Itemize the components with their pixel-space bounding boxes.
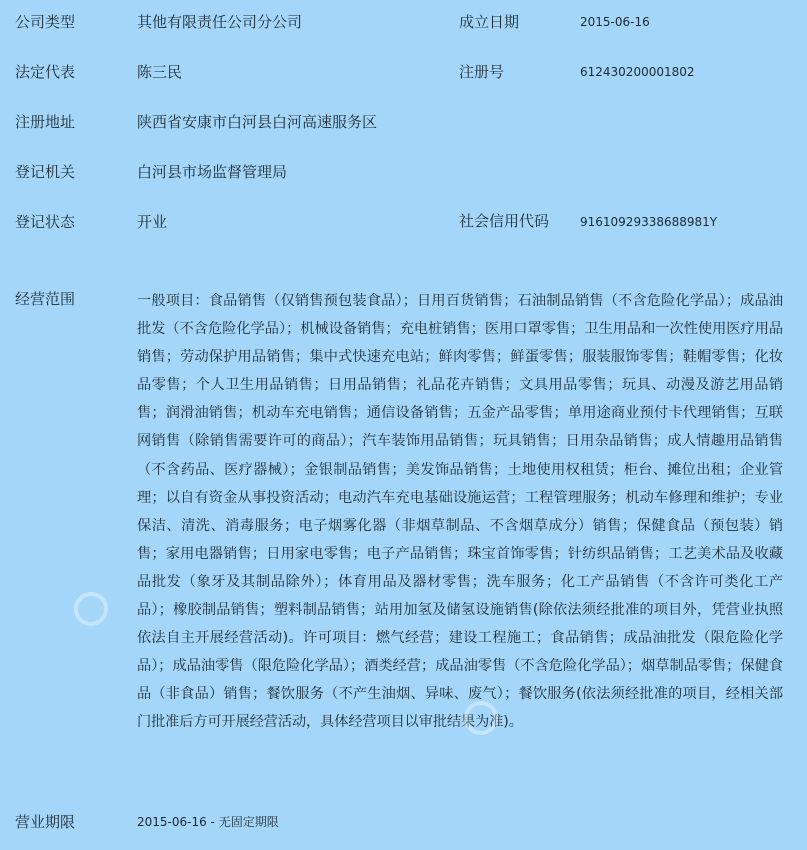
established-date-value: 2015-06-16	[580, 15, 650, 29]
legal-rep-value: 陈三民	[137, 63, 183, 81]
established-date-label: 成立日期	[459, 13, 520, 31]
watermark-logo-icon	[74, 592, 108, 626]
business-scope-text: 一般项目：食品销售（仅销售预包装食品）；日用百货销售；石油制品销售（不含危险化学品）；成品油批发（不含危险化学品）；机械设备销售；充电桩销售；医用口罩零售；卫生用品和一次性使用医疗用品销售；劳动保护用品销售；集中式快速充电站；鲜肉零售；鲜蛋零售；服装服饰零售；鞋帽零售；化妆品零售；个人卫生用品销售；日用品销售；礼品花卉销售；文具用品零售；玩具、动漫及游艺用品销售；润滑油销售；机动车充电销售；通信设备销售；五金产品零售；单用途商业预付卡代理销售；互联网销售（除销售需要许可的商品）；汽车装饰用品销售；玩具销售；日用杂品销售；成人情趣用品销售（不含药品、医疗器械）；金银制品销售；美发饰品销售；土地使用权租赁；柜台、摊位出租；企业管理；以自有资金从事投资活动；电动汽车充电基础设施运营；工程管理服务；机动车修理和维护；专业保洁、清洗、消毒服务；电子烟雾化器（非烟草制品、不含烟草成分）销售；保健食品（预包装）销售；家用电器销售；日用家电零售；电子产品销售；珠宝首饰零售；针纺织品销售；工艺美术品及收藏品批发（象牙及其制品除外）；体育用品及器材零售；洗车服务；化工产品销售（不含许可类化工产品）；橡胶制品销售；塑料制品销售；站用加氢及储氢设施销售(除依法须经批准的项目外，凭营业执照依法自主开展经营活动)。许可项目：燃气经营；建设工程施工；食品销售；成品油批发（限危险化学品）；成品油零售（限危险化学品）；酒类经营；成品油零售（不含危险化学品）；烟草制品零售；保健食品（非食品）销售；餐饮服务（不产生油烟、异味、废气）；餐饮服务(依法须经批准的项目，经相关部门批准后方可开展经营活动，具体经营项目以审批结果为准)。	[137, 293, 783, 731]
credit-code-label: 社会信用代码	[459, 212, 550, 230]
business-term-label: 营业期限	[15, 813, 76, 831]
reg-authority-label: 登记机关	[15, 163, 76, 181]
business-scope-label: 经营范围	[15, 290, 76, 308]
reg-authority-value: 白河县市场监督管理局	[137, 163, 288, 181]
reg-status-value: 开业	[137, 213, 168, 231]
company-type-label: 公司类型	[15, 13, 76, 31]
reg-number-label: 注册号	[459, 63, 505, 81]
reg-address-label: 注册地址	[15, 113, 76, 131]
business-term-value: 2015-06-16 - 无固定期限	[137, 815, 279, 829]
legal-rep-label: 法定代表	[15, 63, 76, 81]
reg-number-value: 612430200001802	[580, 65, 695, 79]
credit-code-value: 91610929338688981Y	[580, 215, 718, 229]
reg-status-label: 登记状态	[15, 213, 76, 231]
company-type-value: 其他有限责任公司分公司	[137, 13, 303, 31]
reg-address-value: 陕西省安康市白河县白河高速服务区	[137, 113, 378, 131]
